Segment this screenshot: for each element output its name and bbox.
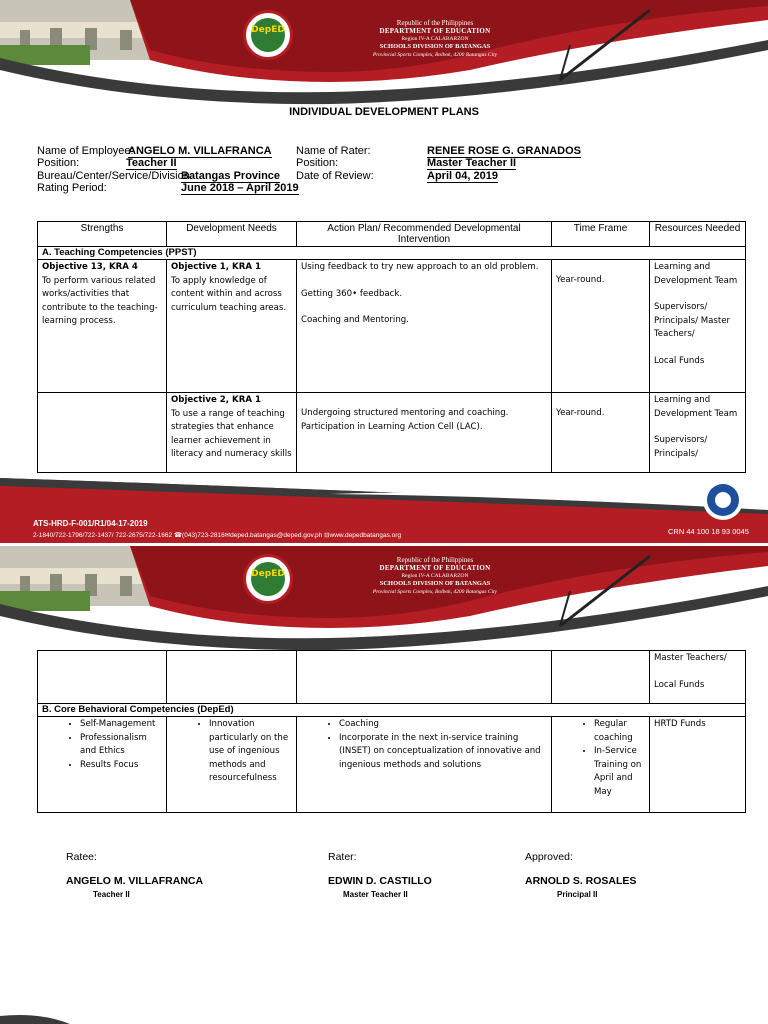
- need-objective: Objective 2, KRA 1: [171, 395, 261, 405]
- deped-seal: DepED: [243, 10, 293, 60]
- republic-text: Republic of the Philippines: [396, 556, 474, 564]
- action-item: Coaching and Mentoring.: [301, 315, 409, 325]
- action-item: Participation in Learning Action Cell (LAC).: [301, 421, 483, 432]
- section-a-row: [38, 247, 746, 260]
- footer-code: ATS-HRD-F-001/R1/04-17-2019: [33, 519, 148, 528]
- rater-signature-position: Master Teacher II: [343, 890, 408, 899]
- address-text: Provincial Sports Complex, Bolbok, 4200 Batangas City: [372, 589, 498, 595]
- approved-label: Approved:: [525, 851, 573, 863]
- timeframe-item: • Regular coaching: [594, 718, 645, 745]
- address-text: Provincial Sports Complex, Bolbok, 4200 Batangas City: [372, 52, 498, 58]
- agency-block: [345, 556, 525, 596]
- strength-objective: Objective 13, KRA 4: [42, 262, 138, 272]
- section-a-title: A. Teaching Competencies (PPST): [38, 247, 746, 260]
- approved-name: ARNOLD S. ROSALES: [525, 875, 637, 887]
- employee-position: Teacher II: [126, 157, 177, 169]
- need-item: • Innovation particularly on the use of ingenious methods and resourcefulness: [209, 718, 292, 786]
- action-item: Getting 360• feedback.: [301, 288, 403, 299]
- ratee-name: ANGELO M. VILLAFRANCA: [66, 875, 204, 887]
- idp-table-page2: [37, 650, 746, 813]
- timeframe-text: Year-round.: [556, 275, 605, 285]
- employee-name: ANGELO M. VILLAFRANCA: [128, 145, 272, 157]
- action-item: • Incorporate in the next in-service training (INSET) on conceptualization of innovative and ingenious methods and solutions: [339, 732, 547, 773]
- approved-position: Principal II: [557, 890, 598, 899]
- resource-item: Learning and Development Team: [654, 262, 738, 286]
- document-title: INDIVIDUAL DEVELOPMENT PLANS: [289, 106, 479, 118]
- table-row: [38, 393, 746, 473]
- action-item: • Coaching: [339, 718, 547, 732]
- review-date-label: Date of Review:: [296, 170, 374, 182]
- review-date: April 04, 2019: [427, 170, 498, 182]
- table-row: [38, 651, 746, 704]
- idp-table-page1: [37, 221, 746, 473]
- ratee-label: Ratee:: [66, 851, 97, 863]
- agency-block: [345, 19, 525, 59]
- rater-position-label: Position:: [296, 157, 339, 169]
- table-row: [38, 260, 746, 393]
- bureau-value: Batangas Province: [181, 170, 281, 182]
- footer-contacts: 2-1840/722-1796/722-1437/ 722-2675/722-1662 ☎(043)723-2816✉deped.batangas@deped.gov.ph ⊟www.depedbatangas.org: [33, 532, 402, 539]
- department-text: DEPARTMENT OF EDUCATION: [379, 27, 491, 35]
- employee-name-label: Name of Employee:: [37, 145, 134, 157]
- section-b-title: B. Core Behavioral Competencies (DepEd): [38, 704, 746, 717]
- strength-item: • Self-Management: [80, 718, 162, 732]
- resource-item: Supervisors/ Principals/ Master Teachers/: [654, 302, 731, 339]
- deped-seal: DepED: [243, 554, 293, 604]
- action-item: Undergoing structured mentoring and coaching.: [301, 408, 509, 418]
- division-text: SCHOOLS DIVISION OF BATANGAS: [379, 43, 491, 50]
- rater-position: Master Teacher II: [427, 157, 517, 169]
- rating-period: June 2018 – April 2019: [181, 182, 299, 194]
- resource-item: Supervisors/ Principals/: [654, 435, 708, 459]
- footer-cert: CRN 44 100 18 93 0045: [668, 527, 749, 536]
- division-text: SCHOOLS DIVISION OF BATANGAS: [379, 580, 491, 587]
- ratee-position: Teacher II: [93, 890, 130, 899]
- col-header-strengths: Strengths: [38, 222, 167, 247]
- strength-item: • Results Focus: [80, 759, 162, 773]
- timeframe-item: • In-Service Training on April and May: [594, 745, 645, 799]
- page1-letterhead: [0, 0, 768, 110]
- resource-item: Learning and Development Team: [654, 395, 738, 419]
- employee-position-label: Position:: [37, 157, 80, 169]
- rating-period-label: Rating Period:: [37, 182, 107, 194]
- table-header-row: [38, 222, 746, 247]
- rater-name: RENEE ROSE G. GRANADOS: [427, 145, 582, 157]
- col-header-resources: Resources Needed: [650, 222, 746, 247]
- need-text: To apply knowledge of content within and across curriculum teaching areas.: [171, 275, 287, 313]
- republic-text: Republic of the Philippines: [396, 19, 474, 27]
- strength-text: To perform various related works/activities that contribute to the teaching-learning process.: [42, 275, 158, 326]
- strength-item: • Professionalism and Ethics: [80, 732, 162, 759]
- rater-name-label: Name of Rater:: [296, 145, 371, 157]
- page2-letterhead: [0, 546, 768, 656]
- rater-signature-name: EDWIN D. CASTILLO: [328, 875, 432, 887]
- col-header-action: Action Plan/ Recommended Developmental Intervention: [297, 222, 552, 247]
- need-text: To use a range of teaching strategies that enhance learner achievement in literacy and numeracy skills: [171, 408, 292, 459]
- department-text: DEPARTMENT OF EDUCATION: [379, 564, 491, 572]
- col-header-needs: Development Needs: [167, 222, 297, 247]
- page1-footer: [0, 478, 768, 543]
- col-header-timeframe: Time Frame: [552, 222, 650, 247]
- rater-label: Rater:: [328, 851, 357, 863]
- resource-item: Local Funds: [654, 355, 705, 366]
- need-objective: Objective 1, KRA 1: [171, 262, 261, 272]
- timeframe-text: Year-round.: [556, 408, 605, 418]
- action-item: Using feedback to try new approach to an old problem.: [301, 262, 539, 272]
- resource-item: HRTD Funds: [654, 719, 706, 729]
- table-row: [38, 717, 746, 813]
- resource-item: Local Funds: [654, 679, 705, 690]
- region-text: Region IV-A CALABARZON: [401, 36, 469, 42]
- section-b-row: [38, 704, 746, 717]
- resource-item: Master Teachers/: [654, 653, 727, 663]
- page2-footer-swoosh: [0, 1012, 768, 1024]
- region-text: Region IV-A CALABARZON: [401, 573, 469, 579]
- bureau-label: Bureau/Center/Service/Division:: [37, 170, 193, 182]
